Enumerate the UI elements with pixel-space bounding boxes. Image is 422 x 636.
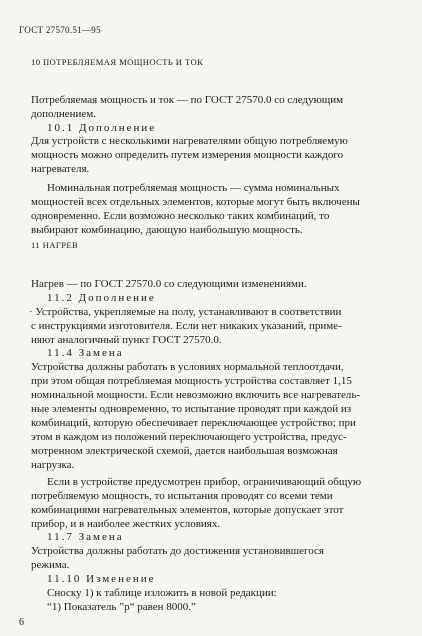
section-11-4-text2-line-2: потребляемую мощность, то испытания проводят со всеми теми [31, 490, 333, 502]
section-10-1-text2-line-4: выбирают комбинацию, дающую наибольшую мощность. [31, 224, 303, 236]
section-11-10-heading: 11.10 Изменение [47, 573, 156, 585]
section-11-4-text-line-6: этом в каждом из положений переключающего устройства, предус- [31, 431, 347, 443]
section-10-1-heading: 10.1 Дополнение [47, 122, 157, 134]
section-11-4-text-line-8: нагрузка. [31, 459, 75, 471]
section-11-4-text-line-5: комбинаций, которую обеспечивает переключающее устройство; при [31, 417, 356, 429]
page-number: 6 [19, 617, 24, 628]
section-11-title: 11 НАГРЕВ [31, 240, 79, 250]
section-11-4-heading: 11.4 Замена [47, 347, 124, 359]
section-11-4-text2-line-1: Если в устройстве предусмотрен прибор, ограничивающий общую [47, 476, 362, 488]
section-10-1-text-line-1: Для устройств с несколькими нагревателями общую потребляемую [31, 135, 348, 147]
section-11-2-text-line-3: няют аналогичный пункт ГОСТ 27570.0. [31, 334, 222, 346]
section-11-4-text-line-3: номинальной мощности. Если невозможно включить все нагреватель- [31, 389, 361, 401]
section-11-2-heading: 11.2 Дополнение [47, 292, 156, 304]
section-11-4-text-line-4: ные элементы одновременно, то испытание проводят при каждой из [31, 403, 352, 415]
section-11-10-text-line-1: Сноску 1) к таблице изложить в новой редакции: [47, 587, 277, 599]
section-11-7-heading: 11.7 Замена [47, 531, 124, 543]
section-11-4-text-line-1: Устройства должны работать в условиях нормальной теплоотдачи, [31, 361, 344, 373]
section-11-7-text-line-2: режима. [31, 559, 70, 571]
section-11-7-text-line-1: Устройства должны работать до достижения установившегося [31, 545, 324, 557]
section-11-2-text-line-1: · Устройства, укрепляемые на полу, устанавливают в соответствии [29, 306, 342, 318]
section-10-intro-line-2: дополнением. [31, 108, 96, 120]
section-11-4-text2-line-4: прибор, и в наиболее жестких условиях. [31, 518, 221, 530]
section-10-intro-line-1: Потребляемая мощность и ток — по ГОСТ 27570.0 со следующим [31, 94, 344, 106]
section-11-4-text-line-7: мотренном электрической схемой, дается наибольшая возможная [31, 445, 338, 457]
section-10-1-text2-line-2: мощностей всех отдельных элементов, которые могут быть включены [31, 196, 360, 208]
document-header: ГОСТ 27570.51—95 [19, 25, 101, 35]
section-10-1-text-line-2: мощность можно определить путем измерения мощности каждого [31, 149, 344, 161]
section-11-4-text-line-2: при этом общая потребляемая мощность устройства составляет 1,15 [31, 375, 352, 387]
section-10-1-text2-line-1: Номинальная потребляемая мощность — сумма номинальных [47, 182, 340, 194]
section-11-10-text-line-2: “1) Показатель ”р“ равен 8000.” [47, 601, 196, 613]
section-10-title: 10 ПОТРЕБЛЯЕМАЯ МОЩНОСТЬ И ТОК [31, 57, 204, 67]
section-11-4-text2-line-3: комбинациями нагревательных элементов, которые допускает этот [31, 504, 344, 516]
section-11-2-text-line-2: с инструкциями изготовителя. Если нет никаких указаний, приме- [31, 320, 342, 332]
section-10-1-text-line-3: нагревателя. [31, 163, 90, 175]
section-11-intro: Нагрев — по ГОСТ 27570.0 со следующими изменениями. [31, 278, 307, 290]
section-10-1-text2-line-3: одновременно. Если возможно несколько таких комбинаций, то [31, 210, 330, 222]
